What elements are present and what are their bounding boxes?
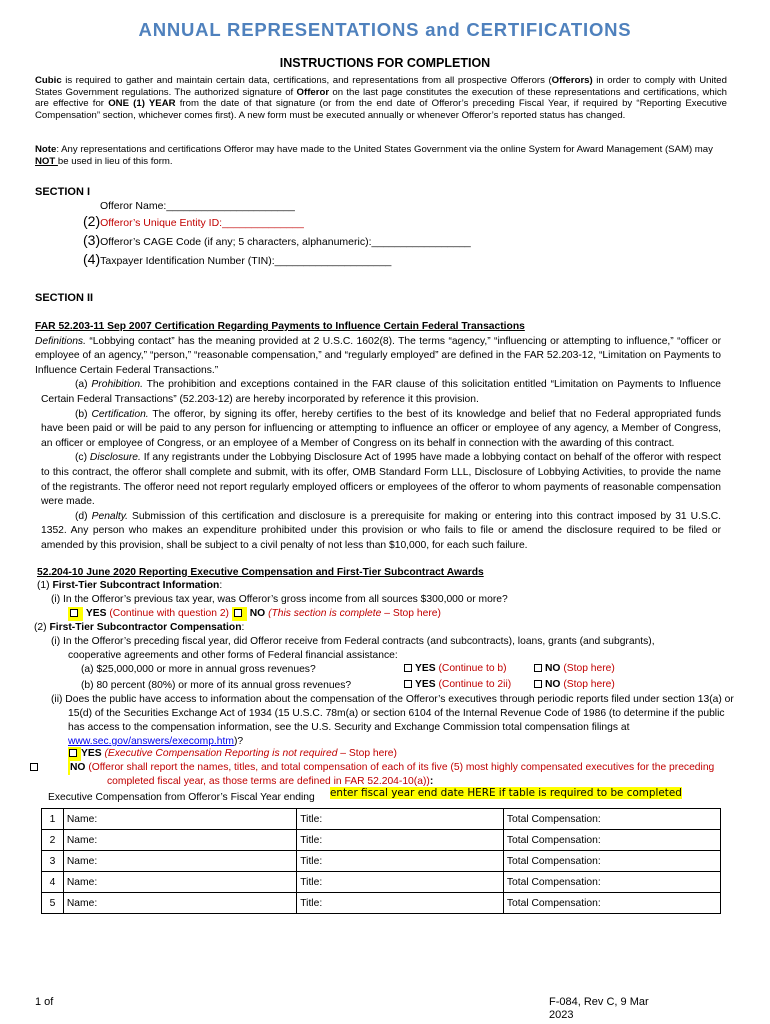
row-number: 1	[42, 809, 64, 830]
executive-compensation-table	[41, 808, 721, 914]
checkbox-icon	[69, 749, 77, 757]
table-row	[42, 830, 721, 851]
q2-b-no-option[interactable]: NO (Stop here)	[534, 678, 615, 692]
fiscal-year-label: Executive Compensation from Offeror’s Fiscal Year ending	[48, 792, 315, 803]
page-number: 1 of	[35, 996, 54, 1008]
intro-paragraph: Cubic is required to gather and maintain certain data, certifications, and representations from all prospective Offerors (Offerors) in order to comply with United States Government regulations. The authorized signature of Offeror on the last page constitutes the execution of these representations and certifications, which are effective for ONE (1) YEAR from the date of that signature (or from the end date of Offeror’s preceding Fiscal Year, if required by “Reporting Executive Compensation” section, whichever comes first). A new form must be executed annually or whenever Offeror’s reported status has changed.	[35, 75, 727, 121]
checkbox-icon	[534, 664, 542, 672]
checkbox-icon	[70, 609, 78, 617]
prohibition-paragraph: (a) Prohibition. The prohibition and exceptions contained in the FAR clause of this solicitation entitled “Limitation on Payments to Influence Certain Federal Transactions” (52.203-12) are hereby incorporated by reference it this provision.	[41, 379, 722, 405]
q2-b-question: (b) 80 percent (80%) or more of its annual gross revenues?	[81, 680, 352, 691]
checkbox-icon	[534, 680, 542, 688]
definitions-paragraph: Definitions. “Lobbying contact” has the meaning provided at 2 U.S.C. 1602(8). The terms “agency,” “influencing or attempting to influence,” “officer or employee of an agency,” “person,” “reasonable compensation,” and “regularly employed” are defined in the FAR 52.203-12, “Limitation on Payments to Influence Certain Federal Transactions.”	[35, 335, 721, 376]
q1-answer-row: YES (Continue with question 2) NO (This section is complete – Stop here)	[68, 607, 441, 621]
tin-field[interactable]: (4)Taxpayer Identification Number (TIN):____________________	[83, 251, 392, 267]
exec-name-cell[interactable]: Name:	[63, 809, 296, 830]
q2-a-question: (a) $25,000,000 or more in annual gross revenues?	[81, 664, 316, 675]
exec-title-cell[interactable]: Title:	[297, 872, 504, 893]
q2-a-yes-option[interactable]: YES (Continue to b)	[404, 662, 507, 676]
exec-comp-heading: 52.204-10 June 2020 Reporting Executive Compensation and First-Tier Subcontract Awards	[37, 567, 484, 578]
q2-i-question: (i) In the Offeror’s preceding fiscal year, did Offeror receive from Federal contracts (and subcontracts), loans, grants (and subgrants), cooperative agreements and other forms of Federal financial assistance:	[51, 636, 655, 661]
row-number: 2	[42, 830, 64, 851]
q2-heading: (2) First-Tier Subcontractor Compensation:	[34, 622, 245, 633]
table-row	[42, 851, 721, 872]
far-52-203-11-block	[35, 320, 721, 554]
checkbox-icon	[30, 763, 38, 771]
exec-name-cell[interactable]: Name:	[63, 872, 296, 893]
q2-b-yes-option[interactable]: YES (Continue to 2ii)	[404, 678, 511, 692]
exec-compensation-cell[interactable]: Total Compensation:	[503, 830, 720, 851]
offeror-name-field[interactable]: Offeror Name:______________________	[100, 200, 295, 212]
q2-ii-yes-option[interactable]: YES (Executive Compensation Reporting is not required – Stop here)	[68, 747, 397, 761]
q2-ii-question: (ii) Does the public have access to information about the compensation of the Offeror’s executives through periodic reports filed under section 13(a) or 15(d) of the Securities Exchange Act of 1934 (15 U.S.C. 78m(a) or section 6104 of the Internal Revenue Code of 1986 (to determine if the public has access to the compensation information, see the U.S. Security and Exchange Commission total compensation filings at www.sec.gov/answers/execomp.htm)?	[51, 694, 734, 747]
checkbox-icon	[404, 664, 412, 672]
q2-ii-no-option[interactable]: NO (Offeror shall report the names, titles, and total compensation of each of its five (5) most highly compensated executives for the preceding completed fiscal year, as those terms are defined in FAR 52.204-10(a)):	[68, 761, 747, 788]
intro-note: Note: Any representations and certifications Offeror may have made to the United States Government via the online System for Award Management (SAM) may NOT be used in lieu of this form.	[35, 144, 713, 167]
far-heading: FAR 52.203-11 Sep 2007 Certification Regarding Payments to Influence Certain Federal Transactions	[35, 321, 525, 332]
checkbox-icon	[404, 680, 412, 688]
table-row	[42, 893, 721, 914]
certification-paragraph: (b) Certification. The offeror, by signing its offer, hereby certifies to the best of its knowledge and belief that no Federal appropriated funds have been paid or will be paid to any person for influencing or attempting to influence an officer or employee of any agency, a Member of Congress, an officer or employee of Congress, or an employee of a Member of Congress on its behalf in connection with the awarding of this contract.	[41, 408, 721, 449]
exec-compensation-cell[interactable]: Total Compensation:	[503, 809, 720, 830]
section-2-heading: SECTION II	[35, 292, 94, 304]
exec-compensation-cell[interactable]: Total Compensation:	[503, 893, 720, 914]
exec-name-cell[interactable]: Name:	[63, 830, 296, 851]
uei-field[interactable]: (2)Offeror’s Unique Entity ID:______________	[83, 213, 304, 229]
q1-i-question: (i) In the Offeror’s previous tax year, was Offeror’s gross income from all sources $300,000 or more?	[51, 594, 508, 605]
exec-compensation-cell[interactable]: Total Compensation:	[503, 872, 720, 893]
exec-title-cell[interactable]: Title:	[297, 809, 504, 830]
checkbox-icon	[234, 609, 242, 617]
q1-heading: (1) First-Tier Subcontract Information:	[37, 580, 223, 591]
penalty-paragraph: (d) Penalty. Submission of this certification and disclosure is a prerequisite for making or entering into this contract imposed by 31 U.S.C. 1352. Any person who makes an expenditure prohibited under this provision or who fails to file or amend the disclosure required to be filed or amended by this provision, shall be subject to a civil penalty of not less than $10,000, for each such failure.	[41, 510, 721, 551]
q1-no-option[interactable]	[232, 607, 247, 621]
row-number: 5	[42, 893, 64, 914]
form-id: F-084, Rev C, 9 Mar 2023	[549, 996, 649, 1021]
table-row	[42, 809, 721, 830]
cage-field[interactable]: (3)Offeror’s CAGE Code (if any; 5 characters, alphanumeric):_________________	[83, 232, 471, 248]
fiscal-year-field[interactable]: enter fiscal year end date HERE if table is required to be completed	[330, 787, 682, 799]
exec-name-cell[interactable]: Name:	[63, 893, 296, 914]
exec-title-cell[interactable]: Title:	[297, 851, 504, 872]
exec-title-cell[interactable]: Title:	[297, 830, 504, 851]
section-1-heading: SECTION I	[35, 186, 91, 198]
row-number: 4	[42, 872, 64, 893]
sec-execomp-link[interactable]: www.sec.gov/answers/execomp.htm	[68, 736, 234, 747]
disclosure-paragraph: (c) Disclosure. If any registrants under the Lobbying Disclosure Act of 1995 have made a lobbying contact on behalf of the offeror with respect to this contract, the offeror shall complete and submit, with its offer, OMB Standard Form LLL, Disclosure of Lobbying Activities, to provide the name of the registrants. The offeror need not report regularly employed officers or employees of the offeror to whom payments of reasonable compensation were made.	[41, 452, 721, 508]
q2-a-no-option[interactable]: NO (Stop here)	[534, 662, 615, 676]
exec-title-cell[interactable]: Title:	[297, 893, 504, 914]
q1-yes-option[interactable]	[68, 607, 83, 621]
exec-name-cell[interactable]: Name:	[63, 851, 296, 872]
document-subtitle: INSTRUCTIONS FOR COMPLETION	[279, 56, 491, 70]
exec-compensation-cell[interactable]: Total Compensation:	[503, 851, 720, 872]
document-title: ANNUAL REPRESENTATIONS and CERTIFICATIONS	[138, 19, 632, 40]
row-number: 3	[42, 851, 64, 872]
table-row	[42, 872, 721, 893]
